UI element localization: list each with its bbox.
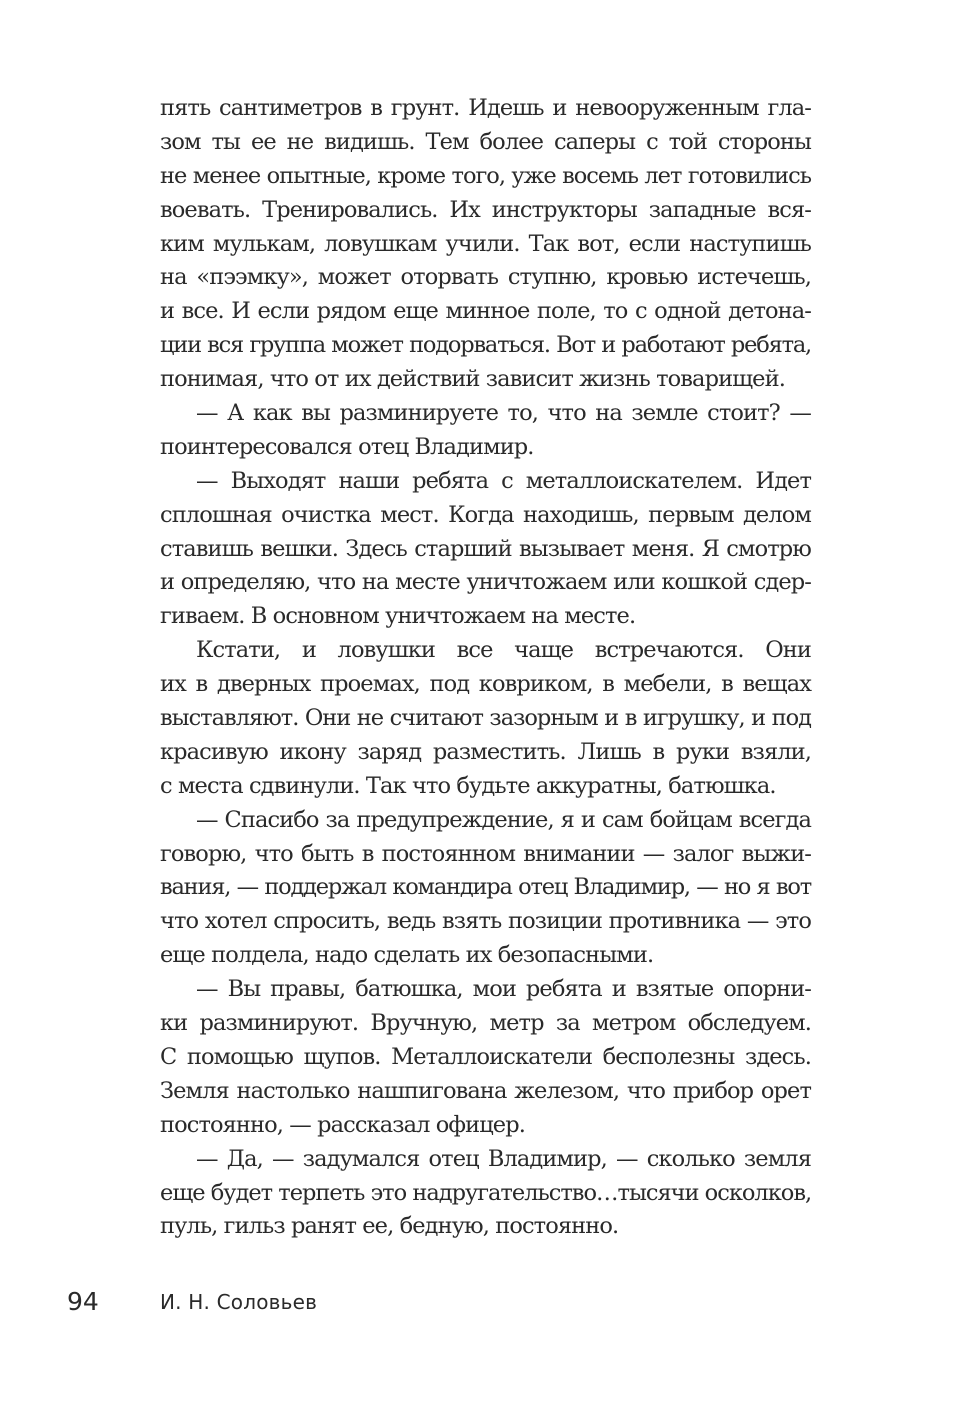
text-line: — Спасибо за предупреждение, я и сам бойцам всегда bbox=[196, 806, 811, 833]
text-line: говорю, что быть в постоянном внимании — залог выжи- bbox=[160, 840, 811, 867]
text-line: сплошная очистка мест. Когда находишь, первым делом bbox=[160, 501, 811, 528]
page-footer bbox=[0, 1285, 970, 1319]
text-line: ции вся группа может подорваться. Вот и работают ребята, bbox=[160, 332, 811, 359]
text-line: — А как вы разминируете то, что на земле стоит? — bbox=[196, 400, 811, 427]
text-line: Кстати, и ловушки все чаще встречаются. Они bbox=[196, 637, 811, 664]
body-text bbox=[160, 92, 811, 1244]
text-line: красивую икону заряд разместить. Лишь в руки взяли, bbox=[160, 738, 811, 765]
text-line: — Да, — задумался отец Владимир, — сколько земля bbox=[196, 1145, 811, 1172]
text-line: постоянно, — рассказал офицер. bbox=[160, 1111, 525, 1138]
text-line: зом ты ее не видишь. Тем более саперы с той стороны bbox=[160, 128, 811, 155]
text-line: и все. И если рядом еще минное поле, то с одной детона- bbox=[160, 298, 811, 325]
text-line: не менее опытные, кроме того, уже восемь лет готовились bbox=[160, 162, 811, 189]
text-line: еще полдела, надо сделать их безопасными. bbox=[160, 942, 654, 969]
text-line: — Выходят наши ребята с металлоискателем. Идет bbox=[196, 467, 811, 494]
running-author: И. Н. Соловьев bbox=[160, 1290, 318, 1314]
text-line: С помощью щупов. Металлоискатели бесполезны здесь. bbox=[160, 1043, 811, 1070]
text-line: их в дверных проемах, под ковриком, в мебели, в вещах bbox=[160, 671, 811, 698]
text-line: понимая, что от их действий зависит жизнь товарищей. bbox=[160, 366, 785, 393]
page-number: 94 bbox=[67, 1287, 99, 1316]
text-line: поинтересовался отец Владимир. bbox=[160, 433, 534, 460]
text-line: воевать. Тренировались. Их инструкторы западные вся- bbox=[160, 196, 811, 223]
text-line: и определяю, что на месте уничтожаем или кошкой сдер- bbox=[160, 569, 811, 596]
text-line: пять сантиметров в грунт. Идешь и невооруженным гла- bbox=[160, 95, 811, 121]
text-line: на «пээмку», может оторвать ступню, кровью истечешь, bbox=[160, 264, 811, 291]
text-line: с места сдвинули. Так что будьте аккуратны, батюшка. bbox=[160, 772, 776, 799]
text-line: гиваем. В основном уничтожаем на месте. bbox=[160, 603, 636, 630]
text-line: вания, — поддержал командира отец Владимир, — но я вот bbox=[160, 874, 811, 901]
text-line: что хотел спросить, ведь взять позиции противника — это bbox=[160, 908, 811, 935]
text-line: еще будет терпеть это надругательство…тысячи осколков, bbox=[160, 1179, 812, 1206]
text-line: — Вы правы, батюшка, мои ребята и взятые опорни- bbox=[196, 976, 811, 1003]
text-line: ки разминируют. Вручную, метр за метром обследуем. bbox=[160, 1010, 811, 1037]
text-line: пуль, гильз ранят ее, бедную, постоянно. bbox=[160, 1213, 619, 1240]
text-line: ставишь вешки. Здесь старший вызывает меня. Я смотрю bbox=[160, 535, 811, 562]
text-line: выставляют. Они не считают зазорным и в игрушку, и под bbox=[160, 705, 811, 732]
text-line: ким мулькам, ловушкам учили. Так вот, если наступишь bbox=[160, 230, 811, 257]
text-line: Земля настолько нашпигована железом, что прибор орет bbox=[160, 1077, 811, 1104]
